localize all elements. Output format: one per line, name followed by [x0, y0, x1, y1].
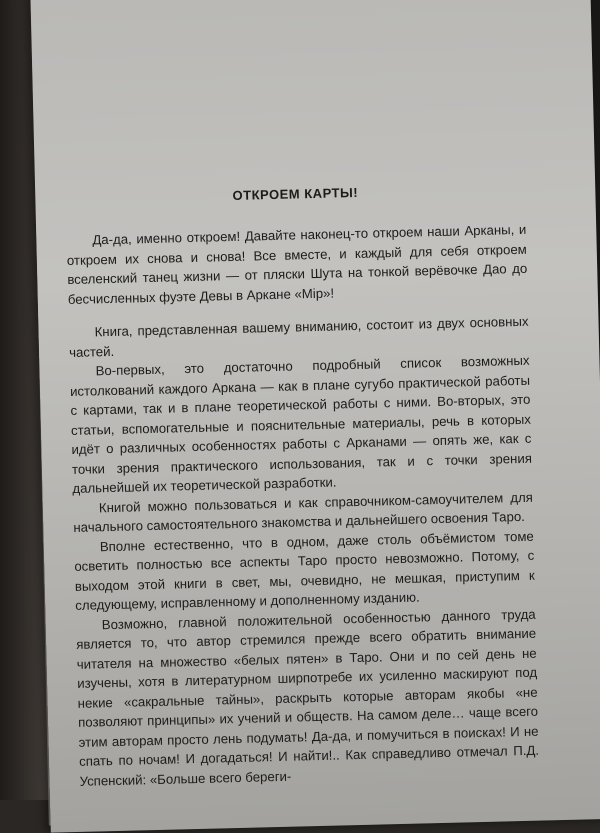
paragraph-3: Во-первых, это достаточно подробный список возможных истолкований каждого Аркана — как в плане сугубо практической работы с картами, так и в плане теоретической работы с ними. Во-вторых, это статьи, вспомогательные и пояснительные материалы, речь в которых идёт о различных особенностях работы с Арканами — опять же, как с точки зрения практического использования, так и с точки зрения дальнейшей их теоретической разработки. — [69, 352, 533, 496]
paragraph-4: Книгой можно пользоваться и как справочником-самоучителем для начального самостоятельного знакомства и дальнейшего освоения Таро. — [73, 489, 533, 535]
page-content — [65, 181, 539, 791]
paragraph-2: Книга, представленная вашему вниманию, состоит из двух основных частей. — [68, 313, 529, 360]
paragraph-5: Вполне естественно, что в одном, даже столь объёмистом томе осветить полностью все аспекты Таро просто невозможно. Потому, с выходом этой книги в свет, мы, очевидно, не мешкая, приступим к следующему, исправленному и дополненному изданию. — [74, 528, 535, 613]
page-heading: ОТКРОЕМ КАРТЫ! — [232, 184, 359, 203]
paragraph-1: Да-да, именно откроем! Давайте наконец-то откроем наши Арканы, и откроем их снова и снова! Все вместе, и каждый для себя откроем вселенский танец жизни — от пляски Шута на тонкой верёвочке Дао до бесчисленных фуэте Девы в Аркане «Мір»! — [66, 221, 528, 307]
book-page — [30, 0, 600, 833]
paragraph-6: Возможно, главной положительной особенностью данного труда является то, что автор стремился прежде всего обратить внимание читателя на множество «белых пятен» в Таро. Они и по сей день не изучены, хотя в литературном ширпотребе их усиленно маскируют под некие «сакральные тайны», раскрыть которые авторам якобы «не позволяют принципы» их учений и обществ. На самом деле… чаще всего этим авторам просто лень подумать! Да-да, и помучиться в поисках! И не спать по ночам! И догадаться! И найти!.. Как справедливо отмечал П.Д. Успенский: «Больше всего береги- — [76, 606, 540, 789]
